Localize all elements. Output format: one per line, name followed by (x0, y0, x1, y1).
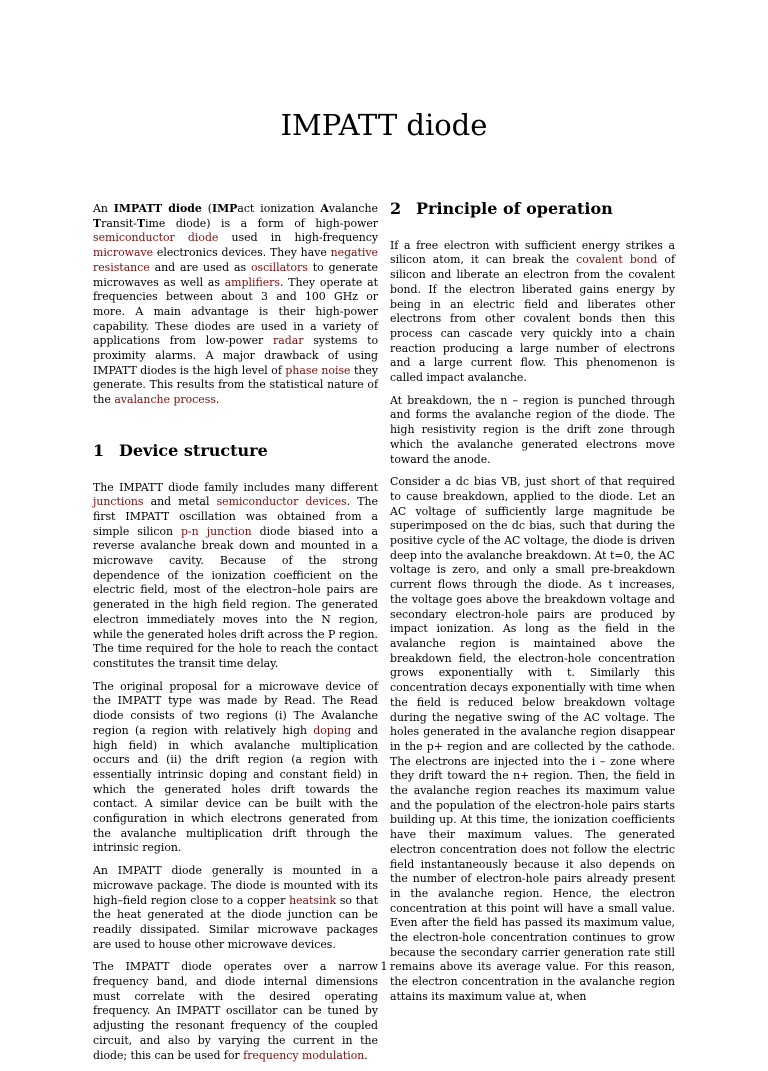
link-microwave[interactable]: microwave (93, 246, 154, 260)
link-phase-noise[interactable]: phase noise (285, 363, 351, 377)
link-avalanche-process[interactable]: avalanche process (114, 393, 216, 407)
intro-paragraph: An IMPATT diode (IMPact ionization Avalanche Transit-Time diode) is a form of high-power semiconductor diode used in high-frequency microwave electronics devices. They have negative resistance and are used as oscillators to generate microwaves as well as amplifiers. They operate at frequencies between about 3 and 100 GHz or more. A main advantage is their high-power capability. These diodes are used in a variety of applications from low-power radar systems to proximity alarms. A major drawback of using IMPATT diodes is the high level of phase noise they generate. This results from the statistical nature of the avalanche process. (93, 202, 379, 407)
link-pn-junction[interactable]: p-n junction (181, 524, 252, 538)
link-doping[interactable]: doping (313, 723, 352, 737)
link-semiconductor-diode[interactable]: semiconductor diode (93, 231, 219, 245)
page-title: IMPATT diode (280, 108, 488, 142)
link-covalent-bond[interactable]: covalent bond (576, 253, 658, 267)
link-semiconductor-devices[interactable]: semiconductor devices (216, 495, 347, 509)
link-negative-resistance[interactable]: negative resistance (93, 246, 378, 274)
link-radar[interactable]: radar (273, 334, 304, 348)
link-amplifiers[interactable]: amplifiers (224, 275, 280, 289)
link-frequency-modulation[interactable]: frequency modulation (243, 1048, 365, 1062)
paragraph: At breakdown, the n – region is punched through and forms the avalanche region of the diode. The high resistivity region is the drift zone through which the avalanche generated electrons move toward the anode. (390, 393, 675, 466)
paragraph: The original proposal for a microwave device of the IMPATT type was made by Read. The Read diode consists of two regions (i) The Avalanche region (a region with relatively high doping and high field) in which avalanche multiplication occurs and (ii) the drift region (a region with essentially intrinsic doping and constant field) in which the generated holes drift towards the contact. A similar device can be built with the configuration in which electrons generated from the avalanche multiplication drift through the intrinsic region. (93, 679, 378, 855)
link-oscillators[interactable]: oscillators (250, 260, 308, 274)
paragraph: Consider a dc bias VB, just short of that required to cause breakdown, applied to the diode. Let an AC voltage of sufficiently large magnitude be superimposed on the dc bias, such that during the positive cycle of the AC voltage, the diode is driven deep into the avalanche breakdown. At t=0, the AC voltage is zero, and only a small pre-breakdown current flows through the diode. As t increases, the voltage goes above the breakdown voltage and secondary electron-hole pairs are produced by impact ionization. As long as the field in the avalanche region is maintained above the breakdown field, the electron-hole concentration grows exponentially with t. Similarly this concentration decays exponentially with time when the field is reduced below breakdown voltage during the negative swing of the AC voltage. The holes generated in the avalanche region disappear in the p+ region and are collected by the cathode. The electrons are injected into the i – zone where they drift toward the n+ region. Then, the field in the avalanche region reaches its maximum value and the population of the electron-hole pairs starts building up. At this time, the ionization coefficients have their maximum values. The generated electron concentration does not follow the electric field instantaneously because it also depends on the number of electron-hole pairs already present in the avalanche region. Hence, the electron concentration at this point will have a small value. Even after the field has passed its maximum value, the electron-hole concentration continues to grow because the secondary carrier generation rate still remains above its average value. For this reason, the electron concentration in the avalanche region attains its maximum value at, when (390, 475, 675, 1003)
left-column (93, 202, 378, 1071)
link-junctions[interactable]: junctions (93, 495, 144, 509)
right-column (390, 199, 675, 1013)
paragraph: The IMPATT diode operates over a narrow frequency band, and diode internal dimensions must correlate with the desired operating frequency. An IMPATT oscillator can be tuned by adjusting the resonant frequency of the coupled circuit, and also by varying the current in the diode; this can be used for frequency modulation. (93, 960, 378, 1062)
section-heading-device-structure: 1 Device structure (93, 440, 268, 460)
paragraph: An IMPATT diode generally is mounted in a microwave package. The diode is mounted with its high–field region close to a copper heatsink so that the heat generated at the diode junction can be readily dissipated. Similar microwave packages are used to house other microwave devices. (93, 864, 378, 951)
section-heading-principle-of-operation: 2 Principle of operation (390, 199, 613, 218)
link-heatsink[interactable]: heatsink (289, 893, 337, 907)
page-number: 1 (380, 960, 388, 973)
paragraph: The IMPATT diode family includes many different junctions and metal semiconductor devices. The first IMPATT oscillation was obtained from a simple silicon p-n junction diode biased into a reverse avalanche break down and mounted in a microwave cavity. Because of the strong dependence of the ionization coefficient on the electric field, most of the electron–hole pairs are generated in the high field region. The generated electron immediately moves into the N region, while the generated holes drift across the P region. The time required for the hole to reach the contact constitutes the transit time delay. (93, 480, 379, 670)
paragraph: If a free electron with sufficient energy strikes a silicon atom, it can break the covalent bond of silicon and liberate an electron from the covalent bond. If the electron liberated gains energy by being in an electric field and liberates other electrons from other covalent bonds then this process can cascade very quickly into a chain reaction producing a large number of electrons and a large current flow. This phenomenon is called impact avalanche. (390, 238, 675, 385)
